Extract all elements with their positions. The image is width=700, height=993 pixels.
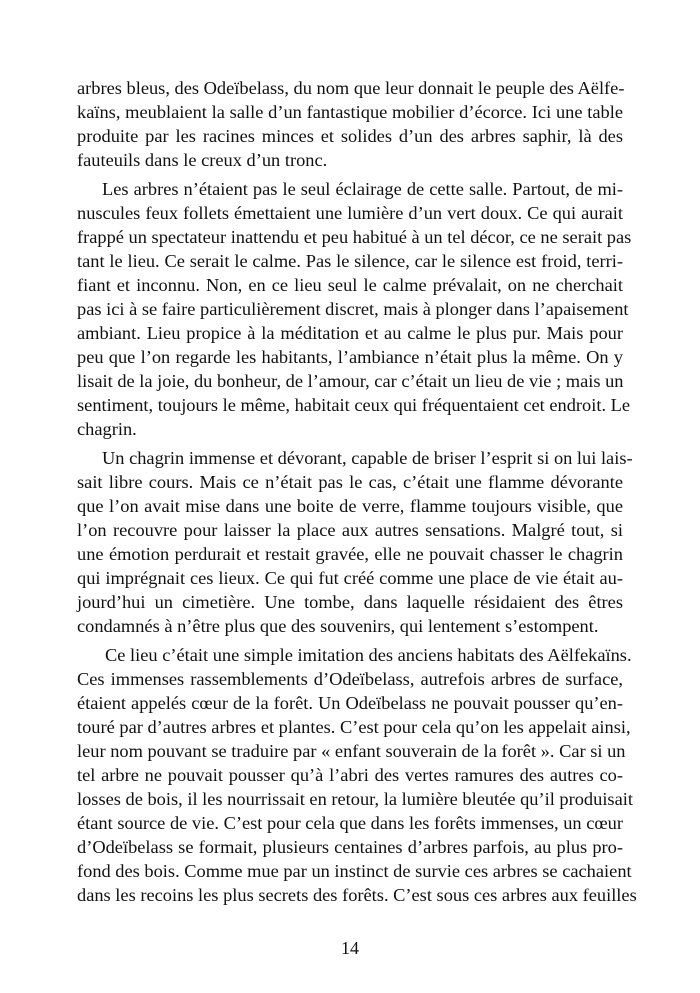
text-line: une émotion perdurait et restait gravée, elle ne pouvait chasser le chagrin: [77, 544, 623, 564]
text-line: lisait de la joie, du bonheur, de l’amour, car c’était un lieu de vie ; mais un: [77, 371, 624, 391]
text-line: tel arbre ne pouvait pousser qu’à l’abri des vertes ramures des autres co-: [77, 765, 623, 785]
paragraph: [77, 643, 637, 907]
text-line: fauteuils dans le creux d’un tronc.: [77, 150, 328, 170]
text-line: touré par d’autres arbres et plantes. C’est pour cela qu’on les appelait ainsi,: [77, 717, 631, 737]
text-line: chagrin.: [77, 419, 137, 439]
text-line: kaïns, meublaient la salle d’un fantastique mobilier d’écorce. Ici une table: [77, 102, 623, 122]
text-line: Un chagrin immense et dévorant, capable de briser l’esprit si on lui lais-: [102, 448, 633, 468]
text-line: sait libre cours. Mais ce n’était pas le cas, c’était une flamme dévorante: [77, 472, 623, 492]
page-body: [77, 76, 637, 912]
text-line: losses de bois, il les nourrissait en retour, la lumière bleutée qu’il produisait: [77, 789, 633, 809]
text-line: d’Odeïbelass se formait, plusieurs centaines d’arbres parfois, au plus pro-: [77, 837, 623, 857]
paragraph: [77, 177, 632, 441]
text-line: que l’on avait mise dans une boite de verre, flamme toujours visible, que: [77, 496, 623, 516]
text-line: ambiant. Lieu propice à la méditation et au calme le plus pur. Mais pour: [77, 323, 623, 343]
text-line: arbres bleus, des Odeïbelass, du nom que leur donnait le peuple des Aëlfe-: [77, 78, 625, 98]
text-line: pas ici à se faire particulièrement discret, mais à plonger dans l’apaisement: [77, 299, 629, 319]
text-line: Ces immenses rassemblements d’Odeïbelass, autrefois arbres de surface,: [77, 669, 623, 689]
text-line: peu que l’on regarde les habitants, l’ambiance n’était plus la même. On y: [77, 347, 623, 367]
page-number: 14: [341, 938, 359, 958]
text-line: frappé un spectateur inattendu et peu habitué à un tel décor, ce ne serait pas: [77, 227, 632, 247]
text-line: sentiment, toujours le même, habitait ceux qui fréquentaient cet endroit. Le: [77, 395, 631, 415]
text-line: Les arbres n’étaient pas le seul éclairage de cette salle. Partout, de mi-: [102, 179, 623, 199]
text-line: fond des bois. Comme mue par un instinct de survie ces arbres se cachaient: [77, 861, 632, 881]
text-line: leur nom pouvant se traduire par « enfant souverain de la forêt ». Car si un: [77, 741, 626, 761]
text-line: étaient appelés cœur de la forêt. Un Odeïbelass ne pouvait pousser qu’en-: [77, 693, 623, 713]
text-line: étant source de vie. C’est pour cela que dans les forêts immenses, un cœur: [77, 813, 623, 833]
text-line: fiant et inconnu. Non, en ce lieu seul le calme prévalait, on ne cherchait: [77, 275, 623, 295]
text-line: condamnés à n’être plus que des souvenirs, qui lentement s’estompent.: [77, 616, 599, 636]
paragraph: [77, 446, 633, 638]
text-line: l’on recouvre pour laisser la place aux autres sensations. Malgré tout, si: [77, 520, 623, 540]
text-line: qui imprégnait ces lieux. Ce qui fut créé comme une place de vie était au-: [77, 568, 623, 588]
text-line: tant le lieu. Ce serait le calme. Pas le silence, car le silence est froid, terri-: [77, 251, 623, 271]
text-line: Ce lieu c’était une simple imitation des anciens habitats des Aëlfekaïns.: [105, 645, 632, 665]
paragraph: [77, 76, 623, 172]
text-line: dans les recoins les plus secrets des forêts. C’est sous ces arbres aux feuilles: [77, 885, 637, 905]
text-line: nuscules feux follets émettaient une lumière d’un vert doux. Ce qui aurait: [77, 203, 623, 223]
text-line: produite par les racines minces et solides d’un des arbres saphir, là des: [77, 126, 623, 146]
text-line: jourd’hui un cimetière. Une tombe, dans laquelle résidaient des êtres: [77, 592, 623, 612]
